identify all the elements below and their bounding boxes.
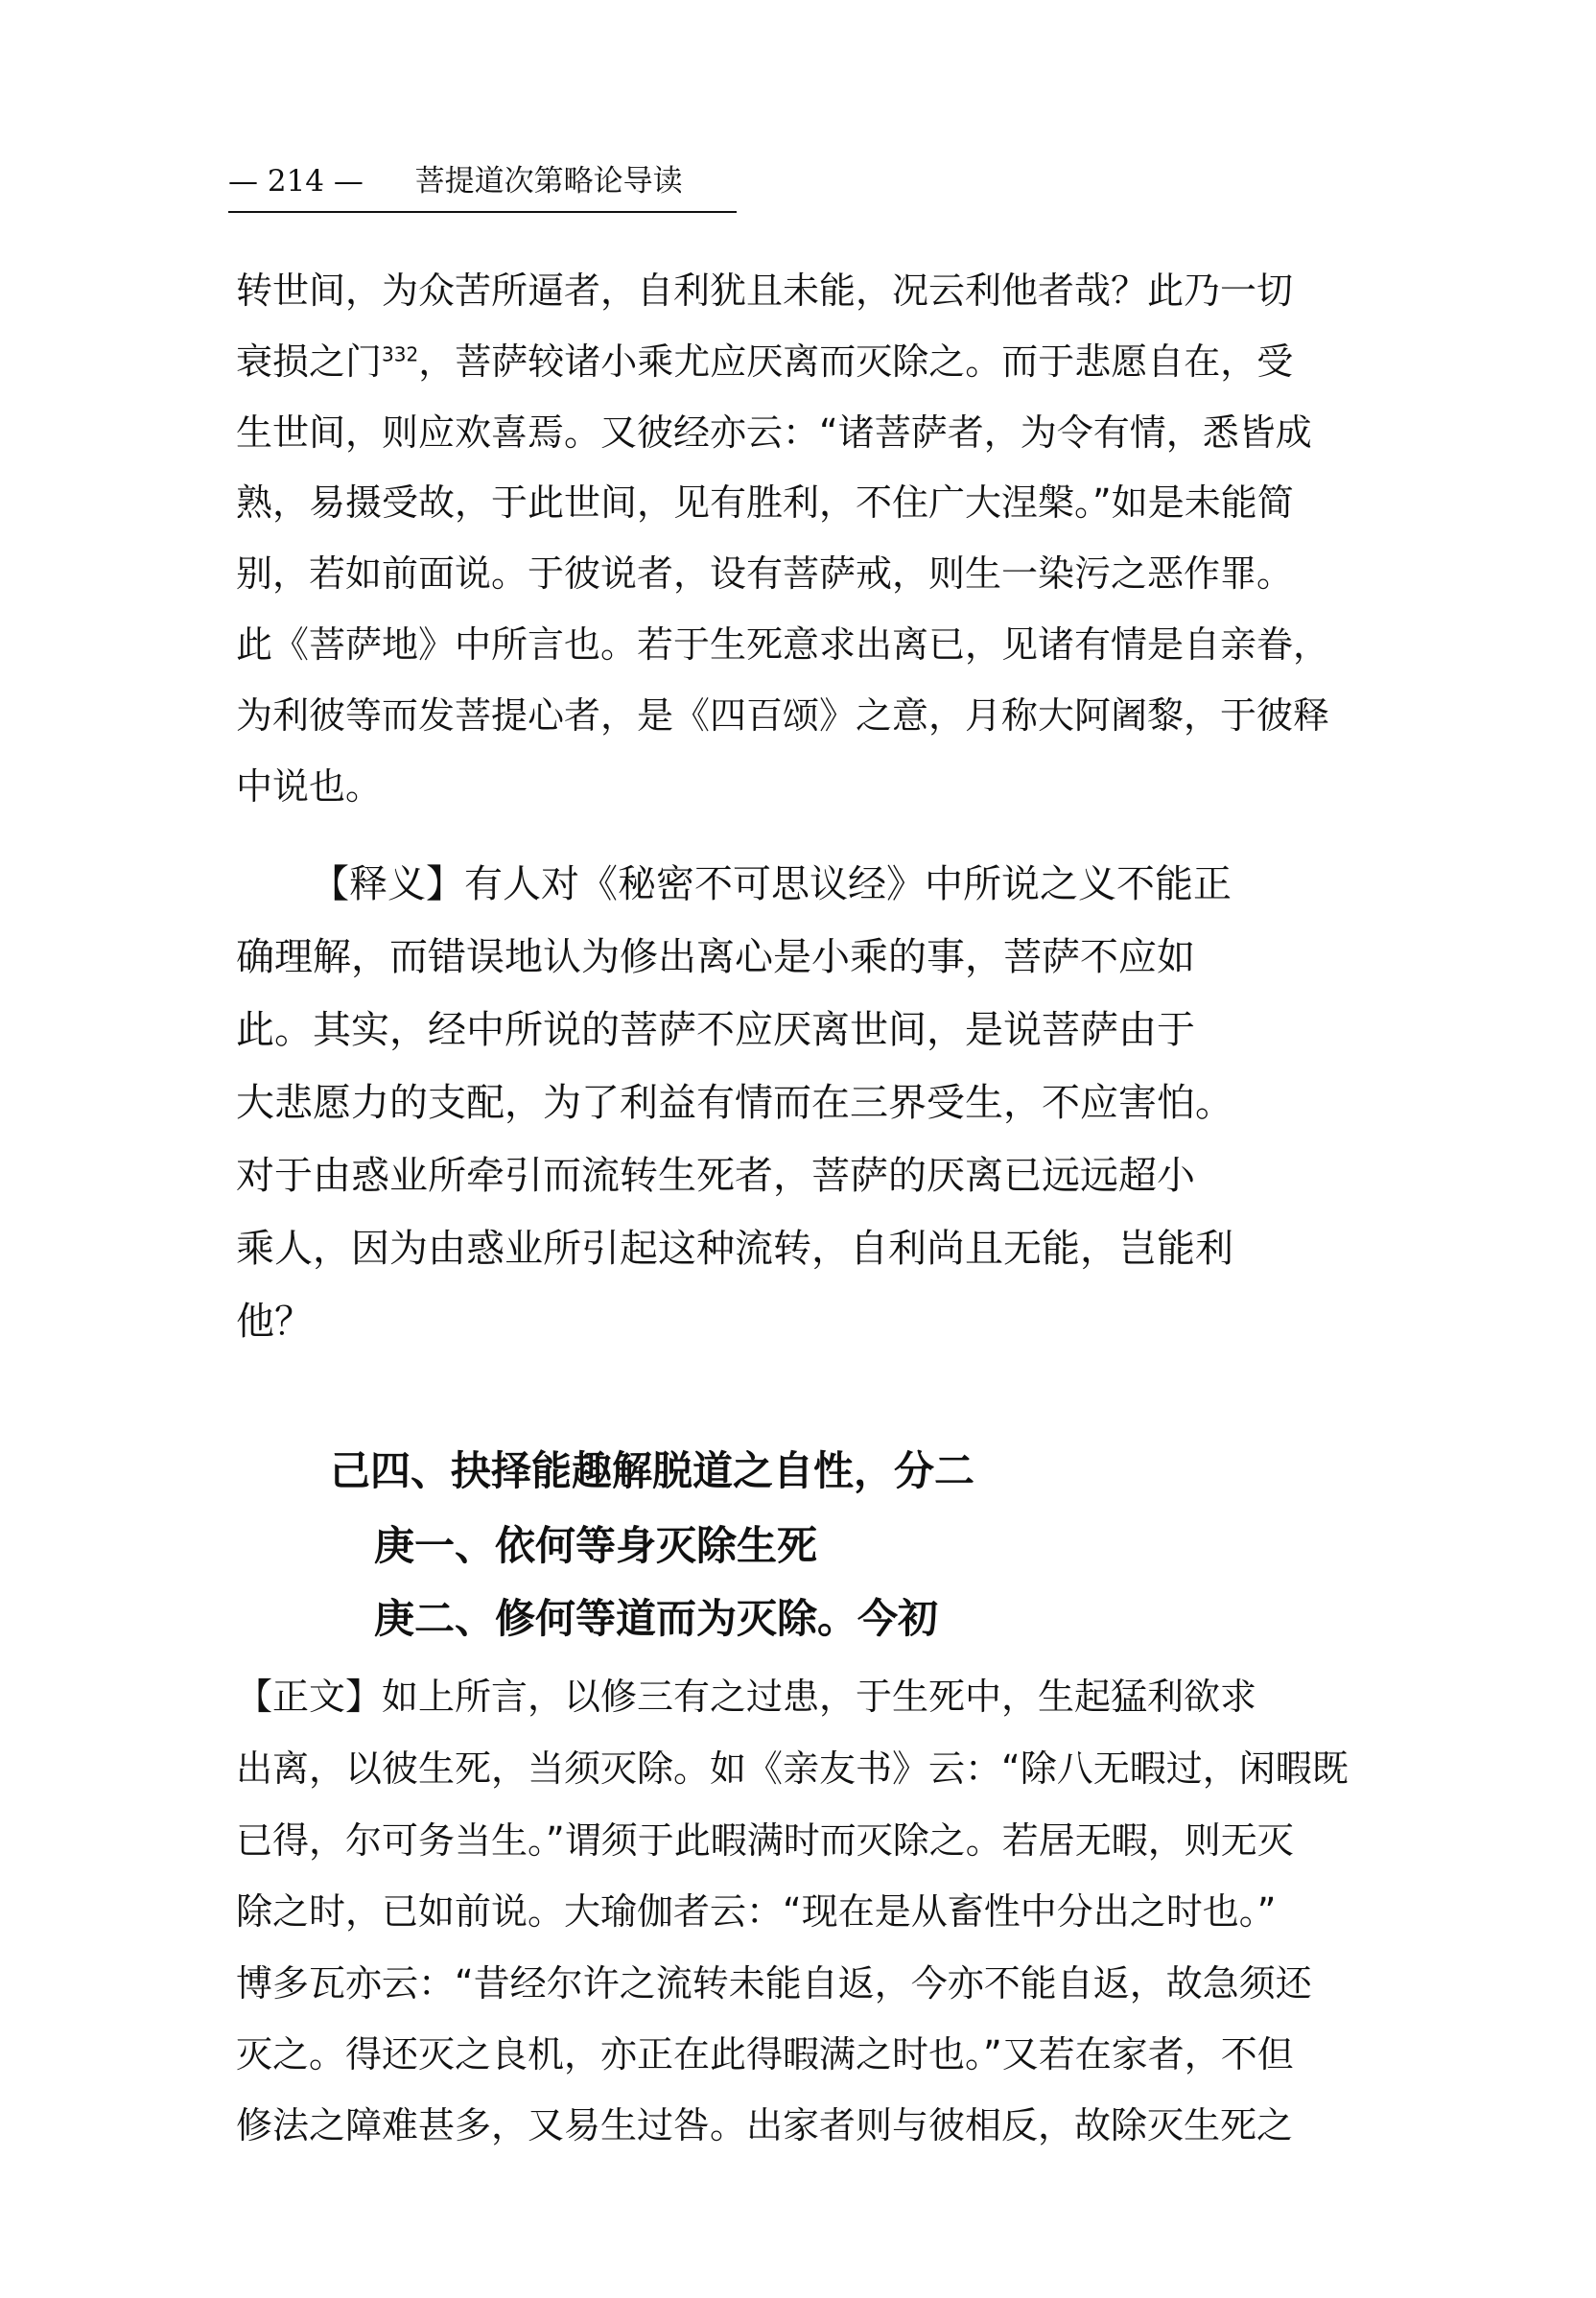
footnote-marker: 332 <box>382 342 419 366</box>
explanation-line: 乘人，因为由惑业所引起这种流转，自利尚且无能，岂能利 <box>236 1227 1233 1271</box>
subsection-heading: 庚二、修何等道而为灭除。今初 <box>374 1595 939 1642</box>
subsection-heading: 庚一、依何等身灭除生死 <box>374 1522 818 1569</box>
main-text-line: 已得，尔可务当生。”谓须于此暇满时而灭除之。若居无暇，则无灭 <box>236 1819 1294 1862</box>
main-text-line: 博多瓦亦云：“昔经尔许之流转未能自返，今亦不能自返，故急须还 <box>236 1962 1312 2005</box>
main-text-line: 出离，以彼生死，当须灭除。如《亲友书》云：“除八无暇过，闲暇既 <box>236 1747 1349 1790</box>
passage-line: 衰损之门$^{332}$，菩萨较诸小乘尤应厌离而灭除之。而于悲愿自在，受 <box>236 340 1294 383</box>
explanation-line: 大悲愿力的支配，为了利益有情而在三界受生，不应害怕。 <box>236 1081 1233 1125</box>
header-rule <box>228 211 737 213</box>
explanation-line: 【释义】有人对《秘密不可思议经》中所说之义不能正 <box>311 862 1232 906</box>
running-header <box>228 161 737 201</box>
explanation-label: 【释义】 <box>311 862 464 906</box>
main-text-line: 修法之障难甚多，又易生过咎。出家者则与彼相反，故除灭生死之 <box>236 2104 1294 2146</box>
passage-line: 此《菩萨地》中所言也。若于生死意求出离已，见诸有情是自亲眷， <box>236 623 1330 666</box>
main-text-line: 【正文】如上所言，以修三有之过患，于生死中，生起猛利欲求 <box>236 1676 1257 1718</box>
page-number: — 214 — <box>228 164 364 199</box>
main-text-label: 【正文】 <box>236 1676 383 1718</box>
passage-line: 转世间，为众苦所逼者，自利犹且未能，况云利他者哉？此乃一切 <box>236 270 1294 312</box>
passage-line: 为利彼等而发菩提心者，是《四百颂》之意，月称大阿阇黎，于彼释 <box>236 694 1330 737</box>
book-title: 菩提道次第略论导读 <box>414 164 683 199</box>
passage-line: 生世间，则应欢喜焉。又彼经亦云：“诸菩萨者，为令有情，悉皆成 <box>236 411 1312 454</box>
passage-line: 熟，易摄受故，于此世间，见有胜利，不住广大涅槃。”如是未能简 <box>236 481 1294 524</box>
explanation-line: 此。其实，经中所说的菩萨不应厌离世间，是说菩萨由于 <box>236 1008 1195 1052</box>
explanation-line: 确理解，而错误地认为修出离心是小乘的事，菩萨不应如 <box>236 935 1195 979</box>
passage-line: 中说也。 <box>236 765 383 808</box>
explanation-line: 他？ <box>236 1300 313 1344</box>
explanation-line: 对于由惑业所牵引而流转生死者，菩萨的厌离已远远超小 <box>236 1154 1195 1198</box>
passage-line: 别，若如前面说。于彼说者，设有菩萨戒，则生一染污之恶作罪。 <box>236 552 1294 595</box>
main-text-line: 除之时，已如前说。大瑜伽者云：“现在是从畜性中分出之时也。” <box>236 1890 1277 1933</box>
main-text-line: 灭之。得还灭之良机，亦正在此得暇满之时也。”又若在家者，不但 <box>236 2033 1294 2075</box>
section-heading: 己四、抉择能趣解脱道之自性，分二 <box>330 1447 975 1494</box>
